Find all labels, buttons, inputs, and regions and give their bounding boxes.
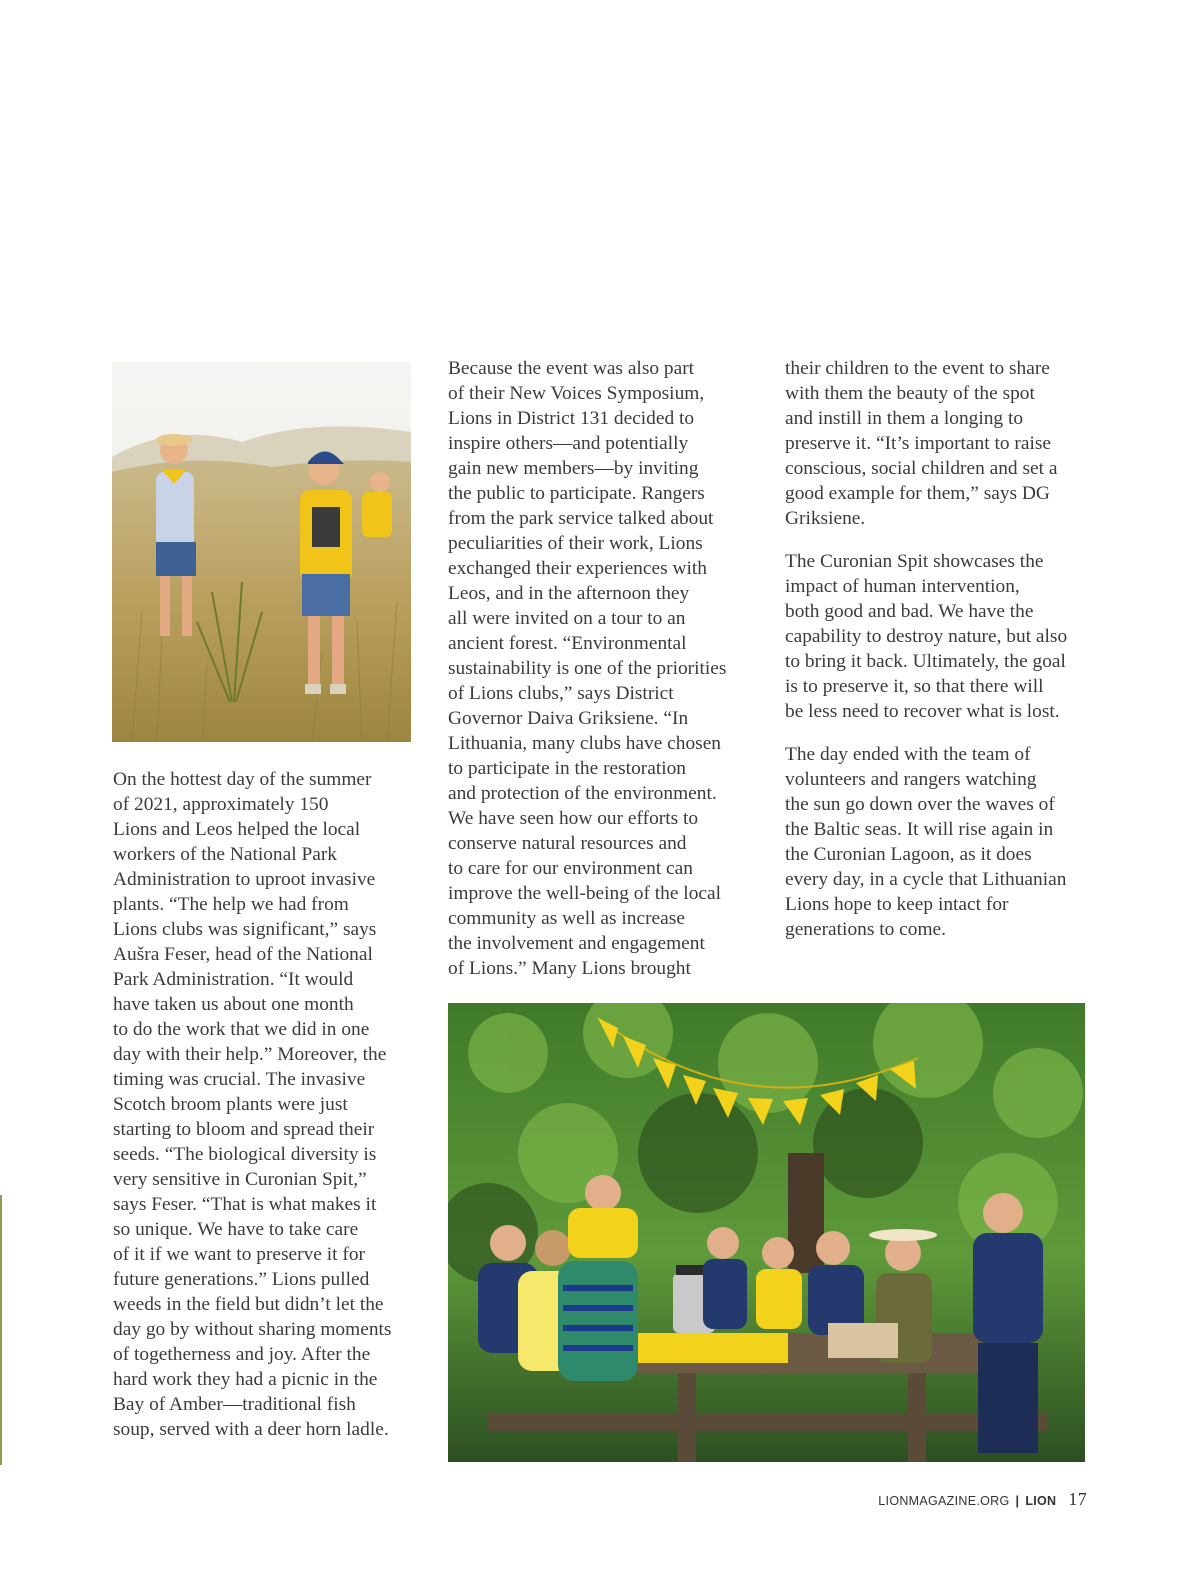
text-line: starting to bloom and spread their xyxy=(113,1119,375,1140)
text-line: Lions hope to keep intact for xyxy=(785,894,1009,915)
text-line: is to preserve it, so that there will xyxy=(785,676,1044,697)
text-line: Leos, and in the afternoon they xyxy=(448,583,690,604)
text-line: of it if we want to preserve it for xyxy=(113,1244,365,1265)
text-line: the Baltic seas. It will rise again in xyxy=(785,819,1054,840)
text-line: Lions clubs was significant,” says xyxy=(113,919,377,940)
photo-volunteers-field xyxy=(112,362,411,742)
text-line: community as well as increase xyxy=(448,908,685,929)
text-line: Lions and Leos helped the local xyxy=(113,819,361,840)
text-line: the public to participate. Rangers xyxy=(448,483,705,504)
text-line: of Lions clubs,” says District xyxy=(448,683,674,704)
text-line: Lithuania, many clubs have chosen xyxy=(448,733,722,754)
text-line: day go by without sharing moments xyxy=(113,1319,392,1340)
text-line: to participate in the restoration xyxy=(448,758,686,779)
text-line: sustainability is one of the priorities xyxy=(448,658,727,679)
text-line: be less need to recover what is lost. xyxy=(785,701,1060,722)
text-line: day with their help.” Moreover, the xyxy=(113,1044,387,1065)
article-paragraph xyxy=(113,767,423,1442)
page-edge-strip xyxy=(0,1195,2,1465)
text-line: generations to come. xyxy=(785,919,946,940)
text-line: timing was crucial. The invasive xyxy=(113,1069,366,1090)
text-line: all were invited on a tour to an xyxy=(448,608,686,629)
text-line: Scotch broom plants were just xyxy=(113,1094,348,1115)
text-line: Lions in District 131 decided to xyxy=(448,408,695,429)
text-line: conserve natural resources and xyxy=(448,833,687,854)
text-line: weeds in the field but didn’t let the xyxy=(113,1294,384,1315)
text-line: seeds. “The biological diversity is xyxy=(113,1144,377,1165)
text-line: Bay of Amber—traditional fish xyxy=(113,1394,356,1415)
page-footer xyxy=(878,1489,1087,1510)
page-number: 17 xyxy=(1068,1489,1087,1509)
text-line: Park Administration. “It would xyxy=(113,969,354,990)
footer-magazine: LION xyxy=(1025,1494,1057,1508)
text-line: both good and bad. We have the xyxy=(785,601,1034,622)
text-line: hard work they had a picnic in the xyxy=(113,1369,378,1390)
text-line: peculiarities of their work, Lions xyxy=(448,533,703,554)
text-line: very sensitive in Curonian Spit,” xyxy=(113,1169,367,1190)
text-line: with them the beauty of the spot xyxy=(785,383,1035,404)
text-line: The Curonian Spit showcases the xyxy=(785,551,1044,572)
text-line: from the park service talked about xyxy=(448,508,714,529)
text-line: Because the event was also part xyxy=(448,358,695,379)
text-line: Griksiene. xyxy=(785,508,866,529)
text-line: the Curonian Lagoon, as it does xyxy=(785,844,1032,865)
text-line: the sun go down over the waves of xyxy=(785,794,1055,815)
photo-picnic-table xyxy=(448,1003,1085,1462)
text-line: Governor Daiva Griksiene. “In xyxy=(448,708,689,729)
article-paragraph xyxy=(448,356,758,981)
text-line: says Feser. “That is what makes it xyxy=(113,1194,377,1215)
text-line: their children to the event to share xyxy=(785,358,1050,379)
text-line: capability to destroy nature, but also xyxy=(785,626,1068,647)
text-line: soup, served with a deer horn ladle. xyxy=(113,1419,389,1440)
article-paragraph xyxy=(785,742,1095,942)
text-line: On the hottest day of the summer xyxy=(113,769,372,790)
text-line: of togetherness and joy. After the xyxy=(113,1344,371,1365)
text-line: improve the well-being of the local xyxy=(448,883,721,904)
text-line: to bring it back. Ultimately, the goal xyxy=(785,651,1066,672)
article-column-1 xyxy=(113,767,423,1460)
text-line: gain new members—by inviting xyxy=(448,458,699,479)
text-line: good example for them,” says DG xyxy=(785,483,1050,504)
text-line: and protection of the environment. xyxy=(448,783,717,804)
text-line: of their New Voices Symposium, xyxy=(448,383,705,404)
article-column-3 xyxy=(785,356,1095,960)
text-line: ancient forest. “Environmental xyxy=(448,633,687,654)
text-line: so unique. We have to take care xyxy=(113,1219,359,1240)
text-line: inspire others—and potentially xyxy=(448,433,689,454)
text-line: and instill in them a longing to xyxy=(785,408,1024,429)
text-line: impact of human intervention, xyxy=(785,576,1020,597)
text-line: Administration to uproot invasive xyxy=(113,869,376,890)
footer-separator: | xyxy=(1015,1494,1020,1508)
text-line: workers of the National Park xyxy=(113,844,338,865)
text-line: plants. “The help we had from xyxy=(113,894,349,915)
article-column-2 xyxy=(448,356,758,999)
text-line: future generations.” Lions pulled xyxy=(113,1269,370,1290)
text-line: every day, in a cycle that Lithuanian xyxy=(785,869,1067,890)
text-line: Aušra Feser, head of the National xyxy=(113,944,373,965)
article-paragraph xyxy=(785,549,1095,724)
article-paragraph xyxy=(785,356,1095,531)
footer-site: LIONMAGAZINE.ORG xyxy=(878,1494,1010,1508)
text-line: to do the work that we did in one xyxy=(113,1019,370,1040)
text-line: volunteers and rangers watching xyxy=(785,769,1037,790)
text-line: exchanged their experiences with xyxy=(448,558,707,579)
text-line: to care for our environment can xyxy=(448,858,693,879)
text-line: conscious, social children and set a xyxy=(785,458,1058,479)
text-line: the involvement and engagement xyxy=(448,933,705,954)
text-line: preserve it. “It’s important to raise xyxy=(785,433,1051,454)
text-line: The day ended with the team of xyxy=(785,744,1031,765)
text-line: have taken us about one month xyxy=(113,994,354,1015)
text-line: We have seen how our efforts to xyxy=(448,808,699,829)
text-line: of 2021, approximately 150 xyxy=(113,794,329,815)
text-line: of Lions.” Many Lions brought xyxy=(448,958,691,979)
